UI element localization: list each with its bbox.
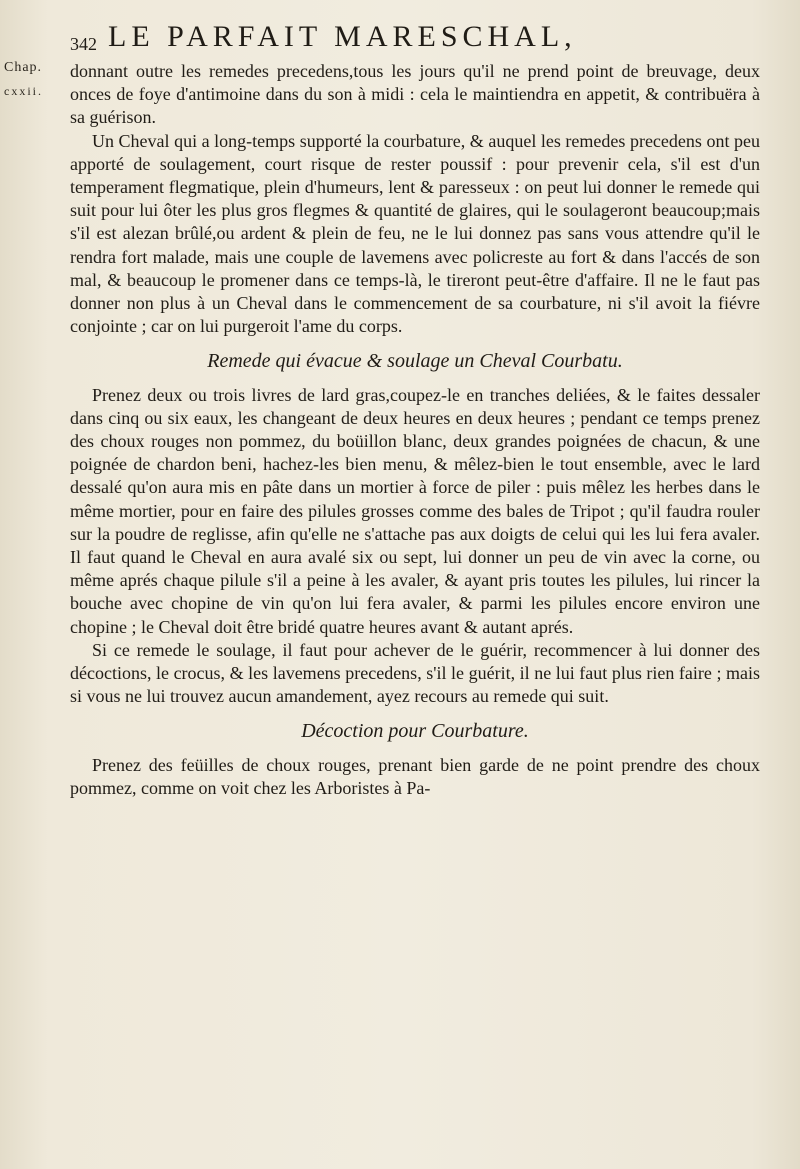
paragraph-continuation: donnant outre les remedes precedens,tous les jours qu'il ne prend point de breuvage, deux onces de foye d'antimoine dans du son à midi : cela le maintiendra en appetit, & contribuëra à sa guérison. — [70, 61, 760, 128]
running-head: LE PARFAIT MARESCHAL, — [108, 20, 577, 53]
section-heading-remede: Remede qui évacue & soulage un Cheval Courbatu. — [207, 350, 623, 373]
body-text — [70, 60, 760, 800]
section-heading-decoction: Décoction pour Courbature. — [301, 720, 529, 743]
paragraph: Prenez des feüilles de choux rouges, prenant bien garde de ne point prendre des choux pommez, comme on voit chez les Arboristes à Pa- — [70, 754, 760, 798]
paragraph: Un Cheval qui a long-temps supporté la courbature, & auquel les remedes precedens ont peu apporté de soulagement, court risque de rester poussif : pour prevenir cela, s'il est d'un temperament flegmatique, plein d'humeurs, lent & paresseux : on peut lui donner le remede qui suit pour lui ôter les plus gros flegmes & quantité de glaires, qui le soulageront beaucoup;mais s'il est alezan brûlé,ou ardent & plein de feu, ne le lui donnez pas sans vous attendre qu'il le rendra fort malade, mais une couple de lavemens avec policreste au fort & dans l'accés de son mal, & beaucoup le promener dans ce temps-là, le tireront peut-être d'affaire. Il ne le faut pas donner non plus à un Cheval dans le commencement de sa courbature, ni s'il avoit la fiévre conjointe ; car on lui purgeroit l'ame du corps. — [70, 130, 760, 337]
page-number: 342 — [70, 34, 97, 54]
paragraph: Si ce remede le soulage, il faut pour achever de le guérir, recommencer à lui donner des décoctions, le crocus, & les lavemens precedens, s'il le guérit, il ne lui faut plus rien faire ; mais si vous ne lui trouvez aucun amandement, ayez recours au remede qui suit. — [70, 639, 760, 707]
paragraph: Prenez deux ou trois livres de lard gras,coupez-le en tranches deliées, & le faites dessaler dans cinq ou six eaux, les changeant de deux heures en deux heures ; pendant ce temps prenez des choux rouges non pommez, du boüillon blanc, deux grandes poignées de chacun, & une poignée de chardon beni, hachez-les bien menu, & mêlez-bien le tout ensemble, avec le lard dessalé qu'on aura mis en pâte dans un mortier à force de piler : puis mêlez les herbes dans le même mortier, pour en faire des pilules grosses comme des bales de Tripot ; qu'il faudra rouler sur la poudre de reglisse, afin qu'elle ne s'attache pas aux doigts de celui qui les lui fera avaler. Il faut quand le Cheval en aura avalé six ou sept, lui donner un peu de vin avec la corne, ou même aprés chaque pilule s'il a peine à les avaler, & ayant pris toutes les pilules, lui rincer la bouche avec chopine de vin qu'on lui fera avaler, & parmi les pilules encore environ une chopine ; le Cheval doit être bridé quatre heures avant & autant aprés. — [70, 384, 760, 637]
page-header — [70, 20, 770, 60]
margin-note-chapter-number: cxxii. — [4, 84, 43, 98]
margin-note-chapter: Chap. — [4, 60, 43, 75]
